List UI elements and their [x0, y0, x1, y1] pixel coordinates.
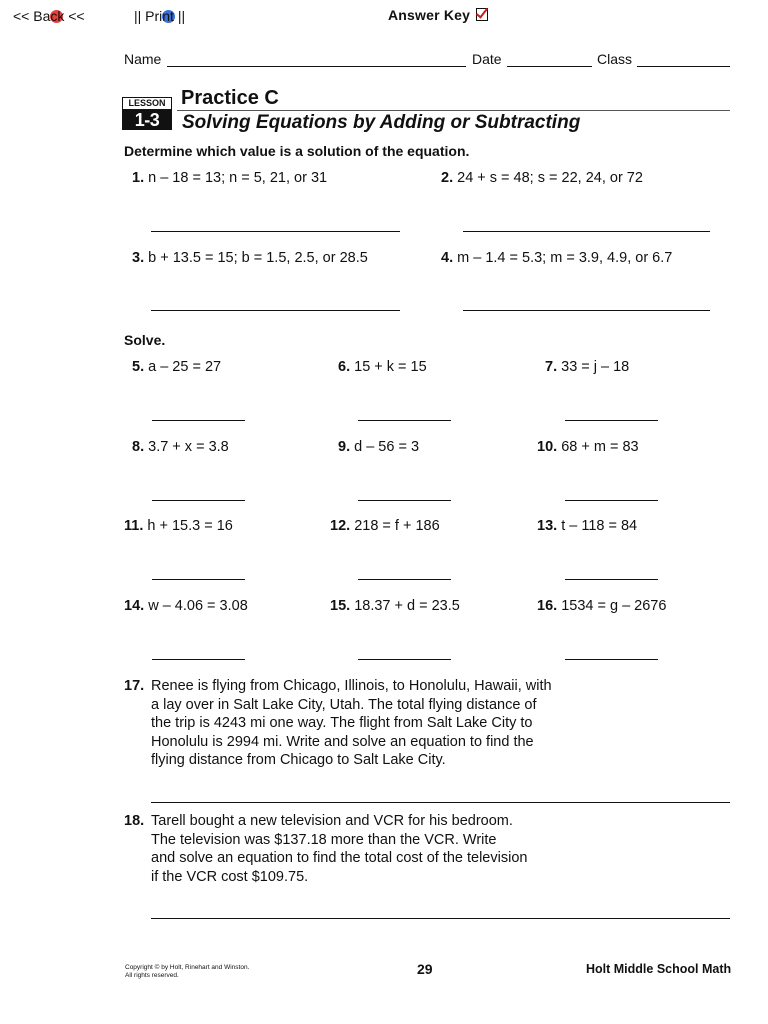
copyright-notice: Copyright © by Holt, Rinehart and Winston. All rights reserved. [125, 964, 250, 979]
question-15: 15. 18.37 + d = 23.5 [330, 598, 460, 614]
question-18-number: 18. [124, 813, 145, 829]
answer-field-5[interactable] [152, 420, 245, 421]
back-button[interactable]: << Back << [13, 8, 85, 24]
answer-field-13[interactable] [565, 579, 658, 580]
name-field[interactable] [167, 66, 466, 67]
answer-field-18[interactable] [151, 918, 730, 919]
question-17-number: 17. [124, 678, 145, 694]
section2-instruction: Solve. [124, 332, 166, 348]
answer-field-4[interactable] [463, 310, 710, 311]
answer-field-8[interactable] [152, 500, 245, 501]
print-button[interactable]: || Print || [134, 8, 186, 24]
answer-field-17[interactable] [151, 802, 730, 803]
answer-field-10[interactable] [565, 500, 658, 501]
answer-field-2[interactable] [463, 231, 710, 232]
class-label: Class [597, 51, 633, 67]
page-title: Practice C [181, 87, 279, 109]
lesson-badge: LESSON 1-3 [122, 97, 172, 130]
answer-field-3[interactable] [151, 310, 400, 311]
answer-key-checkbox-icon [476, 8, 488, 21]
question-6: 6. 15 + k = 15 [338, 359, 427, 375]
question-13: 13. t – 118 = 84 [537, 518, 638, 534]
answer-field-16[interactable] [565, 659, 658, 660]
question-5: 5. a – 25 = 27 [132, 359, 222, 375]
question-10: 10. 68 + m = 83 [537, 439, 639, 455]
answer-field-14[interactable] [152, 659, 245, 660]
question-18-text: Tarell bought a new television and VCR for his bedroom. The television was $137.18 more than the VCR. Write and solve an equation to find the total cost of the television if the VCR cost $109.75. [151, 813, 528, 885]
section1-instruction: Determine which value is a solution of the equation. [124, 143, 470, 159]
answer-field-1[interactable] [151, 231, 400, 232]
answer-field-11[interactable] [152, 579, 245, 580]
question-3: 3. b + 13.5 = 15; b = 1.5, 2.5, or 28.5 [132, 250, 368, 266]
answer-field-7[interactable] [565, 420, 658, 421]
title-divider [177, 110, 730, 111]
question-17-text: Renee is flying from Chicago, Illinois, to Honolulu, Hawaii, with a lay over in Salt Lake City, Utah. The total flying distance of the trip is 4243 mi one way. The flight from Salt Lake City to Honolulu is 2994 mi. Write and solve an equation to find the flying distance from Chicago to Salt Lake City. [151, 678, 552, 768]
question-1: 1. n – 18 = 13; n = 5, 21, or 31 [132, 170, 328, 186]
question-14: 14. w – 4.06 = 3.08 [124, 598, 248, 614]
answer-field-15[interactable] [358, 659, 451, 660]
answer-field-9[interactable] [358, 500, 451, 501]
answer-field-6[interactable] [358, 420, 451, 421]
class-field[interactable] [637, 66, 730, 67]
page-number: 29 [417, 961, 433, 977]
date-label: Date [472, 51, 502, 67]
date-field[interactable] [507, 66, 592, 67]
name-label: Name [124, 51, 162, 67]
question-2: 2. 24 + s = 48; s = 22, 24, or 72 [441, 170, 643, 186]
question-8: 8. 3.7 + x = 3.8 [132, 439, 229, 455]
page-subtitle: Solving Equations by Adding or Subtracting [182, 112, 581, 133]
publisher-name: Holt Middle School Math [586, 962, 732, 976]
question-11: 11. h + 15.3 = 16 [124, 518, 233, 534]
question-16: 16. 1534 = g – 2676 [537, 598, 667, 614]
question-9: 9. d – 56 = 3 [338, 439, 420, 455]
answer-key-link[interactable]: Answer Key [388, 7, 488, 23]
answer-field-12[interactable] [358, 579, 451, 580]
question-12: 12. 218 = f + 186 [330, 518, 440, 534]
question-4: 4. m – 1.4 = 5.3; m = 3.9, 4.9, or 6.7 [441, 250, 673, 266]
question-7: 7. 33 = j – 18 [545, 359, 630, 375]
